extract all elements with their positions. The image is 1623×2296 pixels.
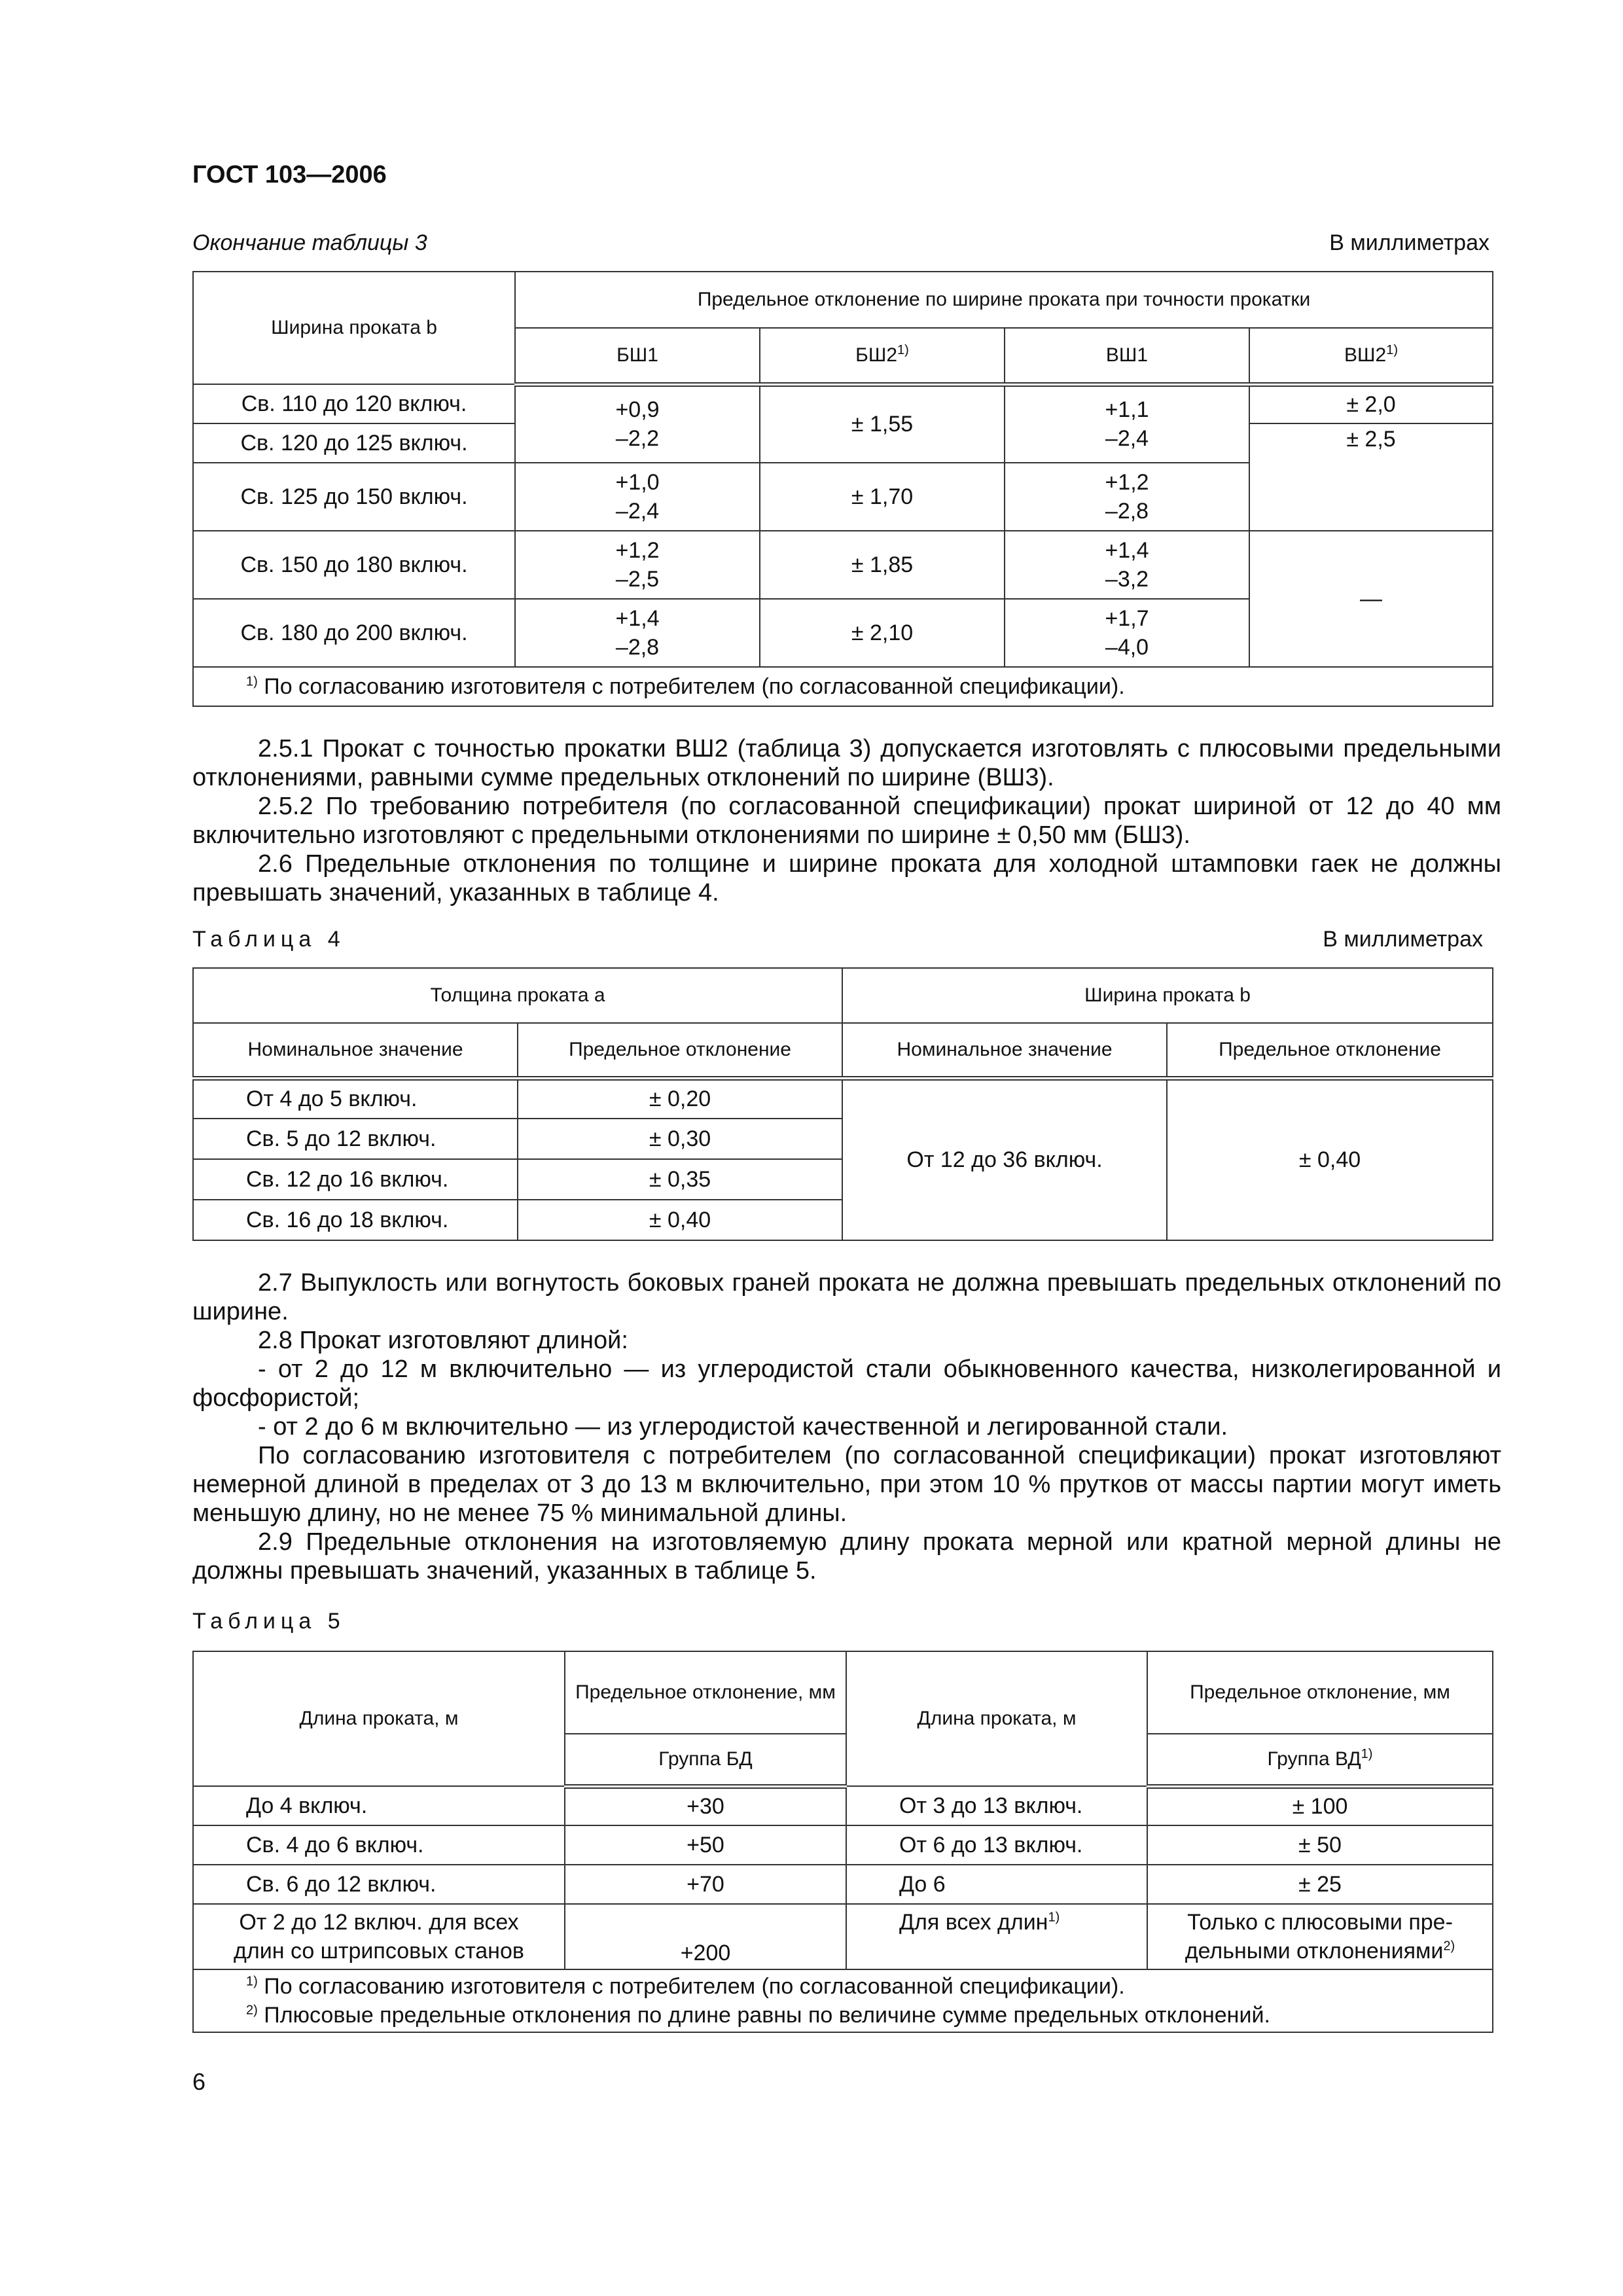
table3-units: В миллиметрах [1329,230,1489,255]
table3-head-width: Ширина проката b [193,272,515,384]
table3-head-vsh2: ВШ2$^{1)}$ [1249,328,1493,384]
table5-head-group-vd: Группа ВД$^{1)}$ [1147,1734,1493,1786]
table5-head-length-vd: Длина проката, м [846,1651,1147,1786]
paragraph-2-6: 2.6 Предельные отклонения по толщине и ширине проката для холодной штамповки гаек не должны превышать значений, указанных в таблице 4. [192,850,1501,906]
table-cell: ± 0,20 [518,1078,842,1119]
table4-head-width: Ширина проката b [842,968,1493,1023]
table-cell: ± 50 [1147,1825,1493,1865]
table-cell: Св. 12 до 16 включ. [193,1159,518,1200]
table-cell: ± 2,10 [760,599,1005,667]
table-cell: +200 [565,1904,846,1969]
table-cell: Св. 125 до 150 включ. [193,463,515,531]
table-cell: ± 2,5 [1249,423,1493,531]
table-cell: От 6 до 13 включ. [846,1825,1147,1865]
table-cell: ± 100 [1147,1786,1493,1825]
table-cell: ± 2,0 [1249,384,1493,423]
table4-units: В миллиметрах [1323,927,1483,952]
table-cell: Св. 6 до 12 включ. [193,1865,565,1904]
table-cell: ± 0,30 [518,1119,842,1159]
paragraph-2-5-1: 2.5.1 Прокат с точностью прокатки ВШ2 (таблица 3) допускается изготовлять с плюсовыми предельными отклонениями, равными сумме предельных отклонений по ширине (ВШ3). [192,735,1501,791]
table5-head-group-bd: Группа БД [565,1734,846,1786]
table-cell: Св. 110 до 120 включ. [193,384,515,423]
table-cell: ± 25 [1147,1865,1493,1904]
table4-caption: Таблица 4 [192,927,346,952]
table3-head-bsh2: БШ2$^{1)}$ [760,328,1005,384]
table-cell: Только с плюсовыми пре- дельными отклонениями$^{2)}$ [1147,1904,1493,1969]
table-cell: От 12 до 36 включ. [842,1078,1167,1240]
table-cell: Св. 150 до 180 включ. [193,531,515,599]
table-cell: +30 [565,1786,846,1825]
table-cell: От 2 до 12 включ. для всех длин со штрипсовых станов [193,1904,565,1969]
table-cell: +50 [565,1825,846,1865]
paragraph-2-9: 2.9 Предельные отклонения на изготовляемую длину проката мерной или кратной мерной длины не должны превышать значений, указанных в таблице 5. [192,1528,1501,1585]
paragraph-2-8-a: - от 2 до 12 м включительно — из углеродистой стали обыкновенного качества, низколегированной и фосфористой; [192,1355,1501,1412]
table-cell: ± 0,40 [1167,1078,1493,1240]
table4-head-width-nominal: Номинальное значение [842,1023,1167,1078]
table-cell: +1,2 –2,8 [1005,463,1249,531]
table-cell: Св. 5 до 12 включ. [193,1119,518,1159]
table-cell: ± 0,35 [518,1159,842,1200]
table-cell: ± 1,55 [760,384,1005,463]
table5-head-deviation-vd: Предельное отклонение, мм [1147,1651,1493,1734]
paragraph-2-8: 2.8 Прокат изготовляют длиной: [258,1327,628,1354]
document-code: ГОСТ 103—2006 [192,161,387,188]
table3-caption: Окончание таблицы 3 [192,230,427,255]
table5-footnotes [193,1969,1493,2032]
page-number: 6 [192,2068,206,2095]
table-cell: Св. 120 до 125 включ. [193,423,515,463]
table-cell: Для всех длин$^{1)}$ [846,1904,1147,1969]
table4-head-width-deviation: Предельное отклонение [1167,1023,1493,1078]
table-cell: +1,2 –2,5 [515,531,760,599]
table4-head-thickness: Толщина проката a [193,968,842,1023]
paragraph-2-7: 2.7 Выпуклость или вогнутость боковых граней проката не должна превышать предельных отклонений по ширине. [192,1269,1501,1325]
table-cell: ± 1,85 [760,531,1005,599]
table5-footnote-2: $^{2)}$ Плюсовые предельные отклонения по длине равны по величине сумме предельных отклонений. [246,2003,1270,2028]
table5-caption: Таблица 5 [192,1609,346,1634]
table-cell: +1,4 –2,8 [515,599,760,667]
table3-head-vsh1: ВШ1 [1005,328,1249,384]
table-cell: — [1249,531,1493,667]
table-cell: +1,7 –4,0 [1005,599,1249,667]
table-cell: От 4 до 5 включ. [193,1078,518,1119]
table3-head-bsh1: БШ1 [515,328,760,384]
table-cell: От 3 до 13 включ. [846,1786,1147,1825]
table5-head-deviation-bd: Предельное отклонение, мм [565,1651,846,1734]
table-cell: Св. 16 до 18 включ. [193,1200,518,1240]
table-cell: +70 [565,1865,846,1904]
table5 [192,1651,1493,2033]
table-cell: До 6 [846,1865,1147,1904]
table3 [192,271,1493,707]
table5-head-length-bd: Длина проката, м [193,1651,565,1786]
table-cell: +1,0 –2,4 [515,463,760,531]
table-cell: +1,4 –3,2 [1005,531,1249,599]
table3-footnote: $^{1)}$ По согласованию изготовителя с потребителем (по согласованной спецификации). [193,667,1493,706]
table-cell: Св. 180 до 200 включ. [193,599,515,667]
table4-head-deviation: Предельное отклонение [518,1023,842,1078]
table5-footnote-1: $^{1)}$ По согласованию изготовителя с потребителем (по согласованной спецификации). [246,1974,1125,1999]
table-cell: До 4 включ. [193,1786,565,1825]
paragraph-2-8-b: - от 2 до 6 м включительно — из углеродистой качественной и легированной стали. [258,1413,1228,1441]
paragraph-2-8-c: По согласованию изготовителя с потребителем (по согласованной спецификации) прокат изготовляют немерной длиной в пределах от 3 до 13 м включительно, при этом 10 % прутков от массы партии могут иметь меньшую длину, но не менее 75 % минимальной длины. [192,1442,1501,1527]
table4 [192,967,1493,1241]
table4-head-nominal: Номинальное значение [193,1023,518,1078]
table-cell: ± 0,40 [518,1200,842,1240]
table-cell: +1,1 –2,4 [1005,384,1249,463]
paragraph-2-5-2: 2.5.2 По требованию потребителя (по согласованной спецификации) прокат шириной от 12 до 40 мм включительно изготовляют с предельными отклонениями по ширине ± 0,50 мм (БШ3). [192,793,1501,849]
table-cell: +0,9 –2,2 [515,384,760,463]
table-cell: ± 1,70 [760,463,1005,531]
table3-head-group: Предельное отклонение по ширине проката при точности прокатки [515,272,1493,328]
table-cell: Св. 4 до 6 включ. [193,1825,565,1865]
